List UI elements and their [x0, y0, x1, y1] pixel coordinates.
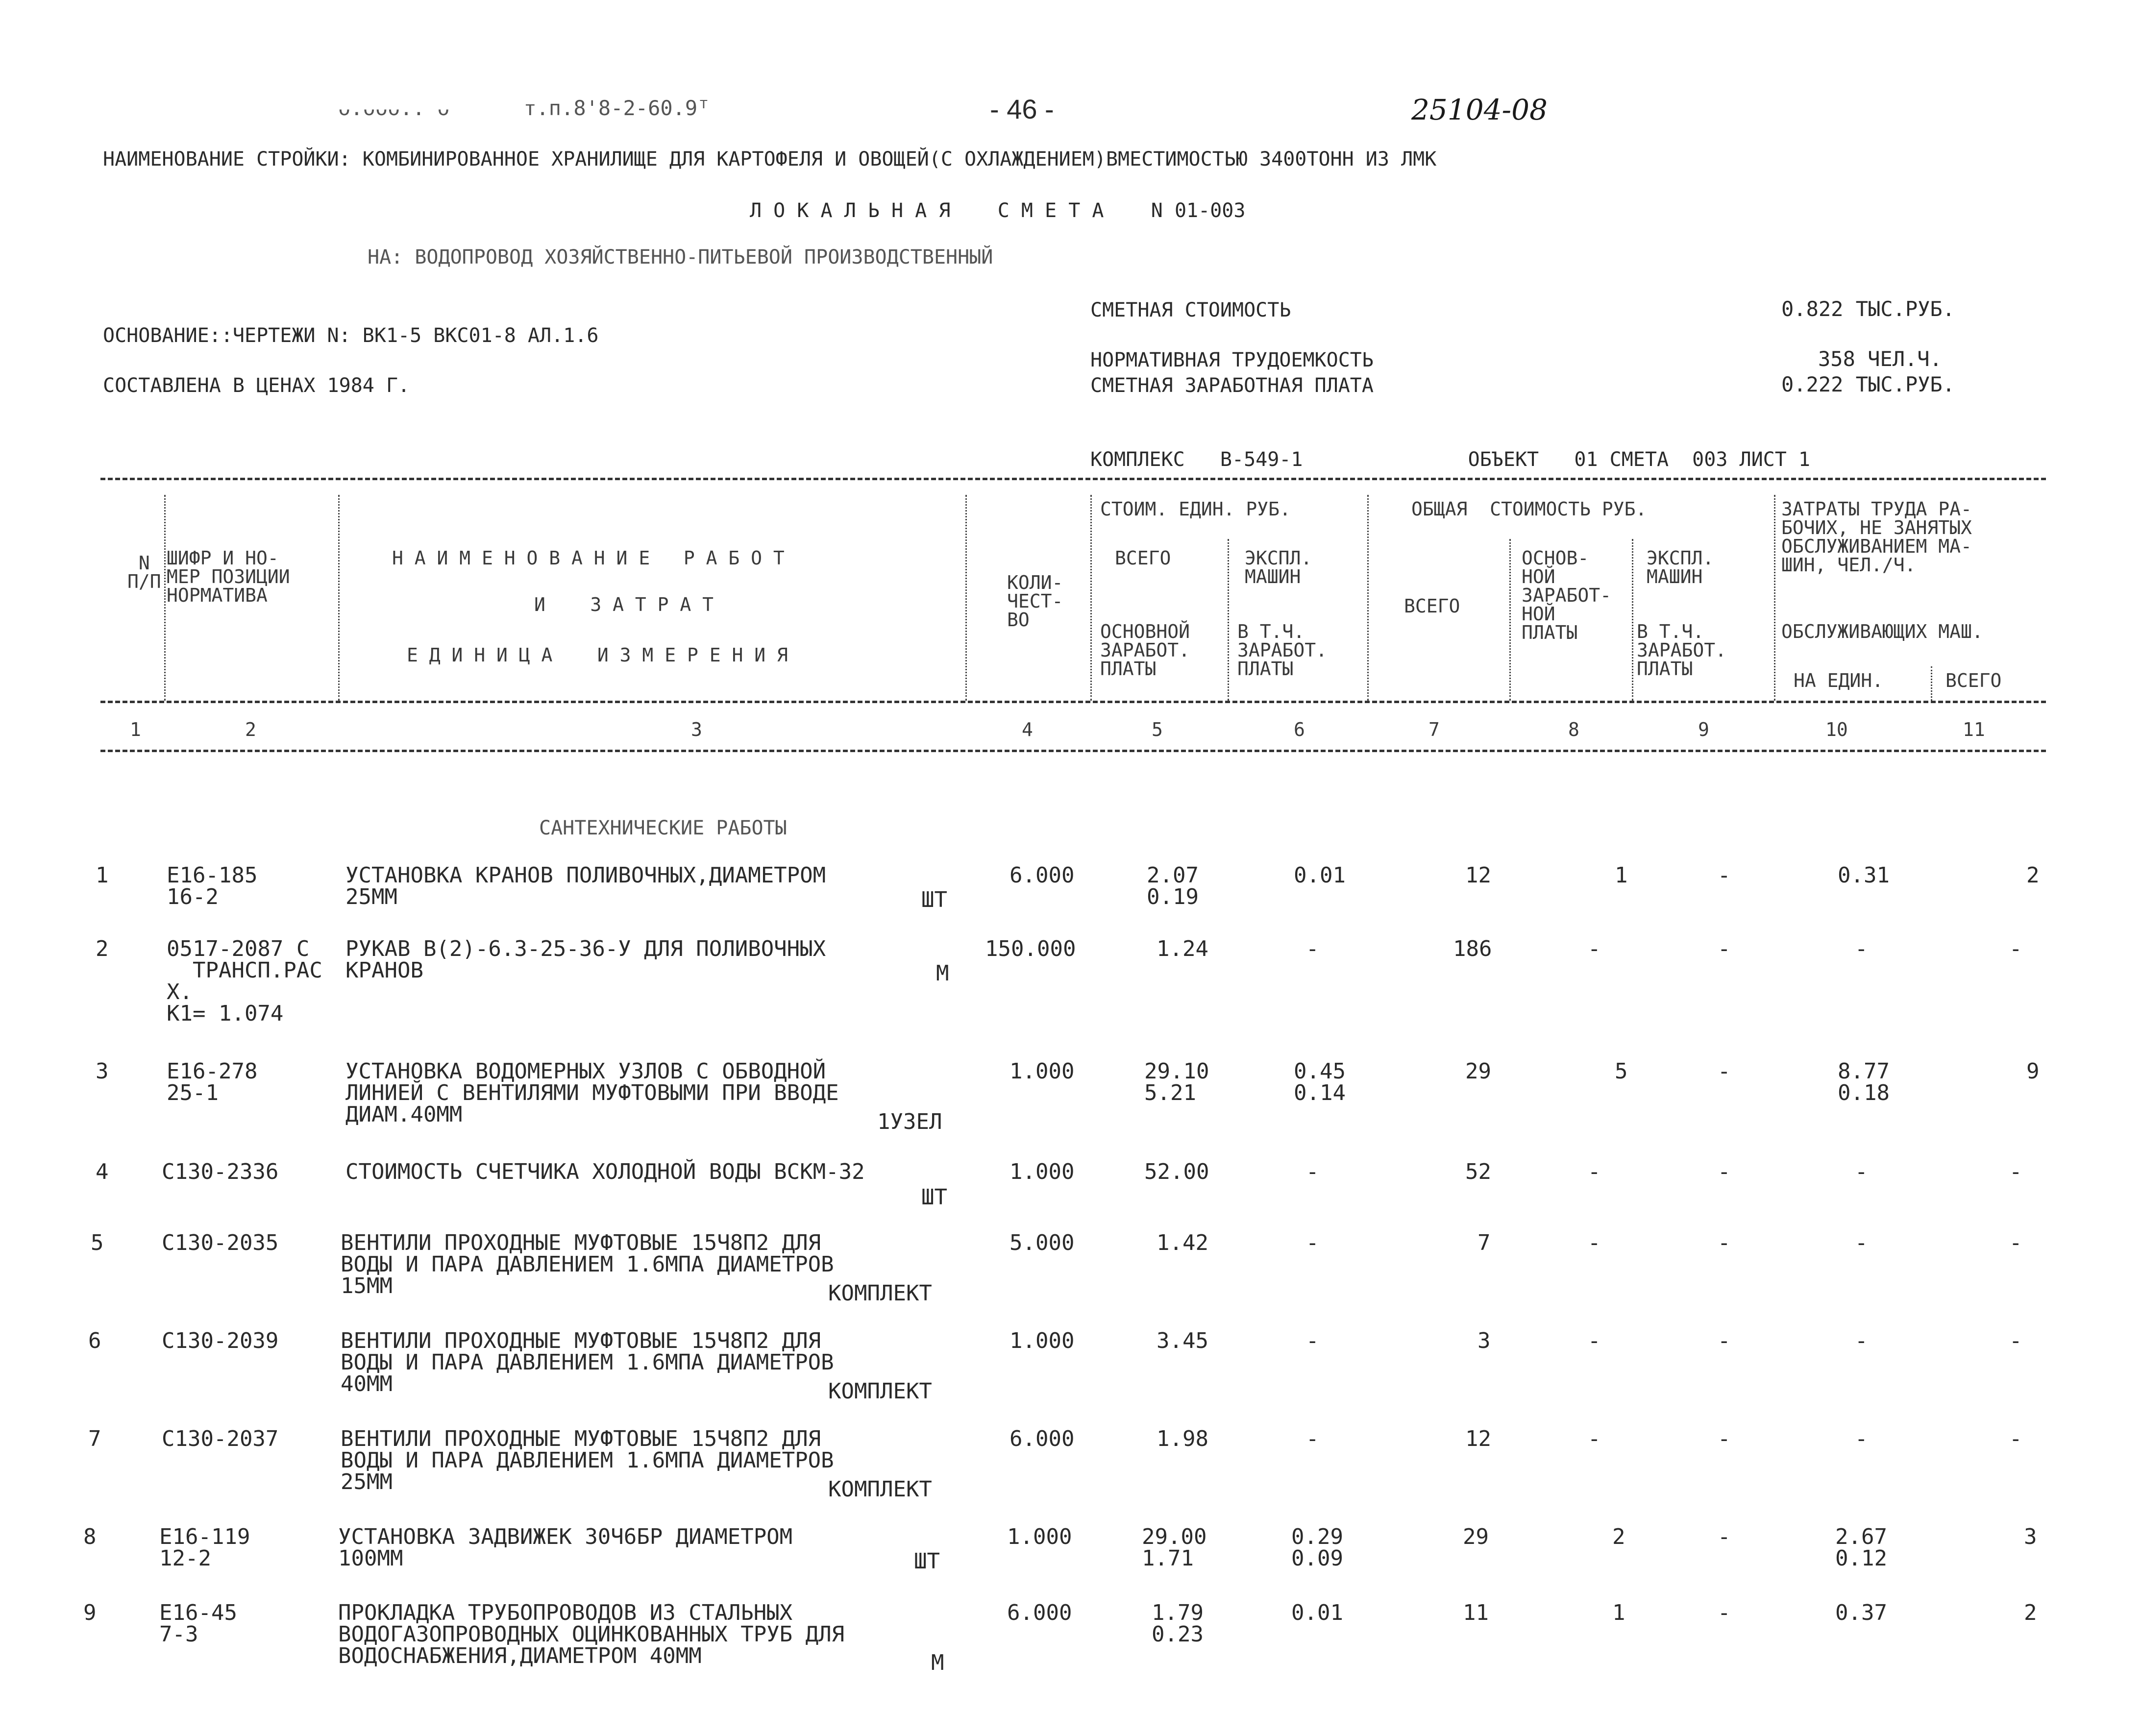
header-unit-machine-wage: В Т.Ч. ЗАРАБОТ. ПЛАТЫ [1237, 621, 1328, 680]
row-labor-unit: 0.37 [1835, 1600, 1887, 1625]
row-total-wage: - [1588, 1159, 1601, 1184]
row-number: 3 [96, 1059, 109, 1084]
header-unit-wage: ОСНОВНОЙ ЗАРАБОТ. ПЛАТЫ [1100, 621, 1190, 680]
row-total-wage: - [1588, 1230, 1601, 1255]
col-number-6: 6 [1294, 719, 1305, 740]
header-total-machines: ЭКСПЛ. МАШИН [1647, 547, 1714, 587]
row-total-machines: - [1718, 1426, 1731, 1451]
row-total: 7 [1477, 1230, 1491, 1255]
row-quantity: 150.000 [985, 936, 1076, 961]
row-unit: М [936, 961, 949, 986]
row-total-machines: - [1718, 1159, 1731, 1184]
header-labor-machines: ОБСЛУЖИВАЮЩИХ МАШ. [1781, 621, 1983, 642]
summary-label-wage: СМЕТНАЯ ЗАРАБОТНАЯ ПЛАТА [1090, 374, 1374, 397]
row-labor-total: - [2009, 1230, 2022, 1255]
row-total: 11 [1463, 1600, 1489, 1625]
row-code: 0517-2087 С ТРАНСП.РАС Х. К1= 1.074 [167, 936, 322, 1026]
summary-value-cost: 0.822 ТЫС.РУБ. [1781, 297, 1955, 321]
complex-object-line: КОМПЛЕКС В-549-1 ОБЪЕКТ 01 СМЕТА 003 ЛИСТ 1 [1090, 448, 1811, 471]
row-unit-machines: 0.29 0.09 [1291, 1524, 1343, 1571]
row-total-wage: - [1588, 1426, 1601, 1451]
row-quantity: 1.000 [1007, 1524, 1072, 1549]
row-code: Е16-45 7-3 [159, 1600, 237, 1647]
page-number: - 46 - [990, 94, 1054, 124]
row-total-wage: 1 [1615, 863, 1628, 888]
row-quantity: 1.000 [1009, 1328, 1075, 1353]
row-total-machines: - [1718, 1059, 1731, 1084]
header-total-wage: ОСНОВ- НОЙ ЗАРАБОТ- НОЙ ПЛАТЫ [1522, 547, 1612, 643]
header-total-machine-wage: В Т.Ч. ЗАРАБОТ. ПЛАТЫ [1637, 621, 1727, 680]
col-number-3: 3 [691, 719, 702, 740]
row-unit: ШТ [914, 1549, 940, 1574]
header-col-name-3: Е Д И Н И Ц А И З М Е Р Е Н И Я [407, 644, 788, 666]
row-labor-total: - [2009, 1159, 2022, 1184]
col-number-8: 8 [1568, 719, 1579, 740]
header-labor-per-unit: НА ЕДИН. [1794, 670, 1884, 691]
col-number-2: 2 [245, 719, 256, 740]
row-unit-cost: 2.07 0.19 [1147, 863, 1199, 909]
row-labor-total: 2 [2024, 1600, 2037, 1625]
row-quantity: 5.000 [1009, 1230, 1075, 1255]
col-sep-7 [1509, 539, 1511, 701]
row-unit-cost: 52.00 [1144, 1159, 1209, 1184]
summary-label-cost: СМЕТНАЯ СТОИМОСТЬ [1090, 299, 1291, 321]
row-unit: ШТ [921, 1185, 947, 1210]
section-title: САНТЕХНИЧЕСКИЕ РАБОТЫ [539, 817, 787, 839]
row-name: ВЕНТИЛИ ПРОХОДНЫЕ МУФТОВЫЕ 15Ч8П2 ДЛЯ ВОДЫ И ПАРА ДАВЛЕНИЕМ 1.6МПА ДИАМЕТРОВ 40ММ [341, 1328, 834, 1396]
row-unit: КОМПЛЕКТ [828, 1281, 932, 1306]
row-number: 9 [83, 1600, 97, 1625]
header-col-code: ШИФР И НО- МЕР ПОЗИЦИИ НОРМАТИВА [167, 547, 290, 606]
row-unit-cost: 29.00 1.71 [1142, 1524, 1207, 1571]
row-total-wage: 2 [1612, 1524, 1625, 1549]
row-unit-machines: 0.01 [1294, 863, 1346, 888]
col-number-5: 5 [1152, 719, 1163, 740]
col-sep-10 [1931, 666, 1932, 701]
estimate-title: Л О К А Л Ь Н А Я С М Е Т А N 01-003 [750, 199, 1246, 222]
row-total-machines: - [1718, 863, 1731, 888]
col-sep-5 [1228, 539, 1229, 701]
header-unit-cost: СТОИМ. ЕДИН. РУБ. [1100, 498, 1291, 520]
row-labor-unit: 2.67 0.12 [1835, 1524, 1887, 1571]
row-total-machines: - [1718, 1328, 1731, 1353]
col-number-9: 9 [1698, 719, 1709, 740]
row-unit: 1УЗЕЛ [877, 1109, 942, 1134]
row-unit-machines: 0.01 [1291, 1600, 1343, 1625]
row-unit-machines: - [1306, 936, 1319, 961]
col-number-7: 7 [1428, 719, 1440, 740]
row-total-wage: 5 [1615, 1059, 1628, 1084]
row-code: Е16-185 16-2 [167, 863, 258, 909]
row-code: Е16-278 25-1 [167, 1059, 258, 1105]
header-col-number: N П/П [127, 552, 161, 592]
row-quantity: 6.000 [1007, 1600, 1072, 1625]
row-number: 7 [88, 1426, 101, 1451]
row-code: С130-2035 [162, 1230, 279, 1255]
row-unit-cost: 29.10 5.21 [1144, 1059, 1209, 1105]
row-labor-total: 9 [2026, 1059, 2040, 1084]
row-labor-total: - [2009, 936, 2022, 961]
row-unit-cost: 3.45 [1157, 1328, 1208, 1353]
row-unit-cost: 1.42 [1157, 1230, 1208, 1255]
row-name: ПРОКЛАДКА ТРУБОПРОВОДОВ ИЗ СТАЛЬНЫХ ВОДОГАЗОПРОВОДНЫХ ОЦИНКОВАННЫХ ТРУБ ДЛЯ ВОДОСНАБЖЕНИЯ,ДИАМЕТРОМ 40ММ [338, 1600, 845, 1668]
col-sep-4 [1090, 495, 1092, 701]
row-total: 52 [1465, 1159, 1491, 1184]
row-quantity: 1.000 [1009, 1059, 1075, 1084]
row-unit-machines: - [1306, 1230, 1319, 1255]
row-unit: КОМПЛЕКТ [828, 1379, 932, 1404]
row-number: 6 [88, 1328, 101, 1353]
summary-label-labor: НОРМАТИВНАЯ ТРУДОЕМКОСТЬ [1090, 349, 1374, 371]
col-number-11: 11 [1963, 719, 1985, 740]
row-unit: ШТ [921, 887, 947, 912]
row-name: УСТАНОВКА ВОДОМЕРНЫХ УЗЛОВ С ОБВОДНОЙ ЛИНИЕЙ С ВЕНТИЛЯМИ МУФТОВЫМИ ПРИ ВВОДЕ ДИАМ.40ММ [345, 1059, 839, 1127]
estimate-subject: НА: ВОДОПРОВОД ХОЗЯЙСТВЕННО-ПИТЬЕВОЙ ПРОИЗВОДСТВЕННЫЙ [368, 246, 993, 269]
row-total: 29 [1465, 1059, 1491, 1084]
row-number: 2 [96, 936, 109, 961]
header-unit-total: ВСЕГО [1115, 547, 1171, 569]
col-sep-3 [965, 495, 967, 701]
row-unit-cost: 1.79 0.23 [1152, 1600, 1204, 1647]
row-labor-total: - [2009, 1426, 2022, 1451]
col-sep-2 [338, 495, 340, 701]
table-top-rule [100, 478, 2046, 480]
row-code: С130-2037 [162, 1426, 279, 1451]
header-unit-machines: ЭКСПЛ. МАШИН [1245, 547, 1312, 587]
row-labor-total: - [2009, 1328, 2022, 1353]
col-number-1: 1 [130, 719, 141, 740]
header-total-cost: ОБЩАЯ СТОИМОСТЬ РУБ. [1411, 498, 1647, 520]
row-labor-total: 2 [2026, 863, 2040, 888]
row-labor-unit: - [1855, 1159, 1868, 1184]
row-unit-machines: - [1306, 1159, 1319, 1184]
row-number: 8 [83, 1524, 97, 1549]
row-labor-total: 3 [2024, 1524, 2037, 1549]
row-unit-machines: - [1306, 1426, 1319, 1451]
row-total-machines: - [1718, 1230, 1731, 1255]
row-number: 5 [91, 1230, 104, 1255]
prices-year: СОСТАВЛЕНА В ЦЕНАХ 1984 Г. [103, 374, 410, 397]
col-sep-6 [1367, 495, 1369, 701]
construction-name: НАИМЕНОВАНИЕ СТРОЙКИ: КОМБИНИРОВАННОЕ ХРАНИЛИЩЕ ДЛЯ КАРТОФЕЛЯ И ОВОЩЕЙ(С ОХЛАЖДЕНИЕМ)ВМЕСТИМОСТЬЮ 3400ТОНН ИЗ ЛМК [103, 148, 1437, 171]
row-code: С130-2039 [162, 1328, 279, 1353]
row-labor-unit: - [1855, 1328, 1868, 1353]
column-numbers-rule [100, 750, 2046, 752]
row-total: 12 [1465, 1426, 1491, 1451]
row-number: 4 [96, 1159, 109, 1184]
col-number-4: 4 [1022, 719, 1033, 740]
row-number: 1 [96, 863, 109, 888]
row-name: УСТАНОВКА ЗАДВИЖЕК 30Ч6БР ДИАМЕТРОМ 100ММ [338, 1524, 793, 1571]
row-unit-machines: - [1306, 1328, 1319, 1353]
row-labor-unit: 0.31 [1838, 863, 1890, 888]
header-labor: ЗАТРАТЫ ТРУДА РА- БОЧИХ, НЕ ЗАНЯТЫХ ОБСЛУЖИВАНИЕМ МА- ШИН, ЧЕЛ./Ч. [1781, 498, 1972, 576]
row-total-machines: - [1718, 1524, 1731, 1549]
row-name: РУКАВ В(2)-6.3-25-36-У ДЛЯ ПОЛИВОЧНЫХ КРАНОВ [345, 936, 826, 983]
row-total-machines: - [1718, 936, 1731, 961]
row-total: 186 [1453, 936, 1492, 961]
col-sep-1 [164, 495, 166, 701]
col-number-10: 10 [1825, 719, 1848, 740]
header-col-name-2: И З А Т Р А Т [534, 594, 714, 615]
summary-value-wage: 0.222 ТЫС.РУБ. [1781, 372, 1955, 396]
row-total: 12 [1465, 863, 1491, 888]
row-code: С130-2336 [162, 1159, 279, 1184]
row-total-wage: - [1588, 936, 1601, 961]
row-quantity: 6.000 [1009, 863, 1075, 888]
row-name: ВЕНТИЛИ ПРОХОДНЫЕ МУФТОВЫЕ 15Ч8П2 ДЛЯ ВОДЫ И ПАРА ДАВЛЕНИЕМ 1.6МПА ДИАМЕТРОВ 25ММ [341, 1426, 834, 1494]
row-labor-unit: - [1855, 1426, 1868, 1451]
row-total-wage: - [1588, 1328, 1601, 1353]
summary-value-labor: 358 ЧЕЛ.Ч. [1818, 347, 1942, 371]
row-name: СТОИМОСТЬ СЧЕТЧИКА ХОЛОДНОЙ ВОДЫ ВСКМ-32 [345, 1159, 865, 1184]
row-quantity: 6.000 [1009, 1426, 1075, 1451]
handwritten-stamp-number: 25104-08 [1411, 93, 1548, 126]
col-sep-8 [1632, 539, 1633, 701]
row-labor-unit: - [1855, 936, 1868, 961]
row-unit-cost: 1.98 [1157, 1426, 1208, 1451]
row-name: УСТАНОВКА КРАНОВ ПОЛИВОЧНЫХ,ДИАМЕТРОМ 25ММ [345, 863, 826, 909]
row-unit: КОМПЛЕКТ [828, 1477, 932, 1502]
row-total-wage: 1 [1612, 1600, 1625, 1625]
row-total-machines: - [1718, 1600, 1731, 1625]
row-total: 29 [1463, 1524, 1489, 1549]
row-total: 3 [1477, 1328, 1491, 1353]
header-bottom-rule [100, 701, 2046, 703]
row-unit-cost: 1.24 [1157, 936, 1208, 961]
row-unit: М [931, 1650, 944, 1675]
document-code: ᴗ.ᴗᴗᴗ.. ᴗ ᴛ.п.8'8-2-60.9ᵀ [338, 96, 710, 120]
row-name: ВЕНТИЛИ ПРОХОДНЫЕ МУФТОВЫЕ 15Ч8П2 ДЛЯ ВОДЫ И ПАРА ДАВЛЕНИЕМ 1.6МПА ДИАМЕТРОВ 15ММ [341, 1230, 834, 1298]
estimate-basis: ОСНОВАНИЕ::ЧЕРТЕЖИ N: ВК1-5 ВКС01-8 АЛ.1.6 [103, 324, 599, 347]
header-labor-total: ВСЕГО [1945, 670, 2002, 691]
row-code: Е16-119 12-2 [159, 1524, 250, 1571]
row-labor-unit: 8.77 0.18 [1838, 1059, 1890, 1105]
header-total-all: ВСЕГО [1404, 595, 1460, 617]
header-col-quantity: КОЛИ- ЧЕСТ- ВО [1007, 572, 1063, 631]
row-labor-unit: - [1855, 1230, 1868, 1255]
col-sep-9 [1774, 495, 1775, 701]
row-unit-machines: 0.45 0.14 [1294, 1059, 1346, 1105]
row-quantity: 1.000 [1009, 1159, 1075, 1184]
header-col-name-1: Н А И М Е Н О В А Н И Е Р А Б О Т [392, 547, 785, 569]
